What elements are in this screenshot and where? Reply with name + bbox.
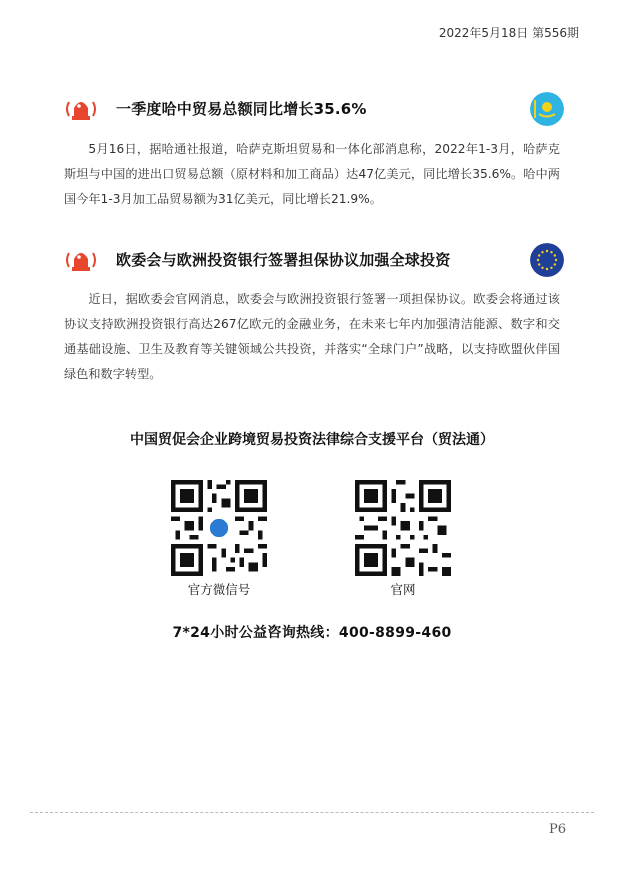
news-header xyxy=(64,92,564,126)
page-number: P6 xyxy=(548,822,566,837)
news-body: 5月16日，据哈通社报道，哈萨克斯坦贸易和一体化部消息称，2022年1-3月，哈萨克斯坦与中国的进出口贸易总额（原材料和加工商品）达47亿美元，同比增长35.6%。哈中两国今年1-3月加工品贸易额为31亿美元，同比增长21.9%。 xyxy=(64,142,560,206)
footer-divider xyxy=(30,812,594,813)
website-qr-label: 官网 xyxy=(390,582,416,597)
alarm-icon xyxy=(64,94,98,124)
issue-date: 2022年5月18日 第556期 xyxy=(438,26,579,40)
alarm-icon xyxy=(64,245,98,275)
news-title: 欧委会与欧洲投资银行签署担保协议加强全球投资 xyxy=(116,251,451,269)
eu-flag-icon xyxy=(530,243,564,277)
kazakhstan-flag-icon xyxy=(530,92,564,126)
news-body: 近日，据欧委会官网消息，欧委会与欧洲投资银行签署一项担保协议。欧委会将通过该协议支持欧洲投资银行高达267亿欧元的金融业务，在未来七年内加强清洁能源、数字和交通基础设施、卫生及教育等关键领域公共投资，并落实“全球门户”战略，以支持欧盟伙伴国绿色和数字转型。 xyxy=(64,292,560,381)
hotline: 7*24小时公益咨询热线：400-8899-460 xyxy=(172,625,452,641)
wechat-qr-code xyxy=(171,480,267,576)
platform-title: 中国贸促会企业跨境贸易投资法律综合支援平台（贸法通） xyxy=(130,432,494,448)
website-qr-code xyxy=(355,480,451,576)
wechat-qr-label: 官方微信号 xyxy=(187,582,251,597)
news-header xyxy=(64,243,564,277)
news-title: 一季度哈中贸易总额同比增长35.6% xyxy=(116,100,367,118)
